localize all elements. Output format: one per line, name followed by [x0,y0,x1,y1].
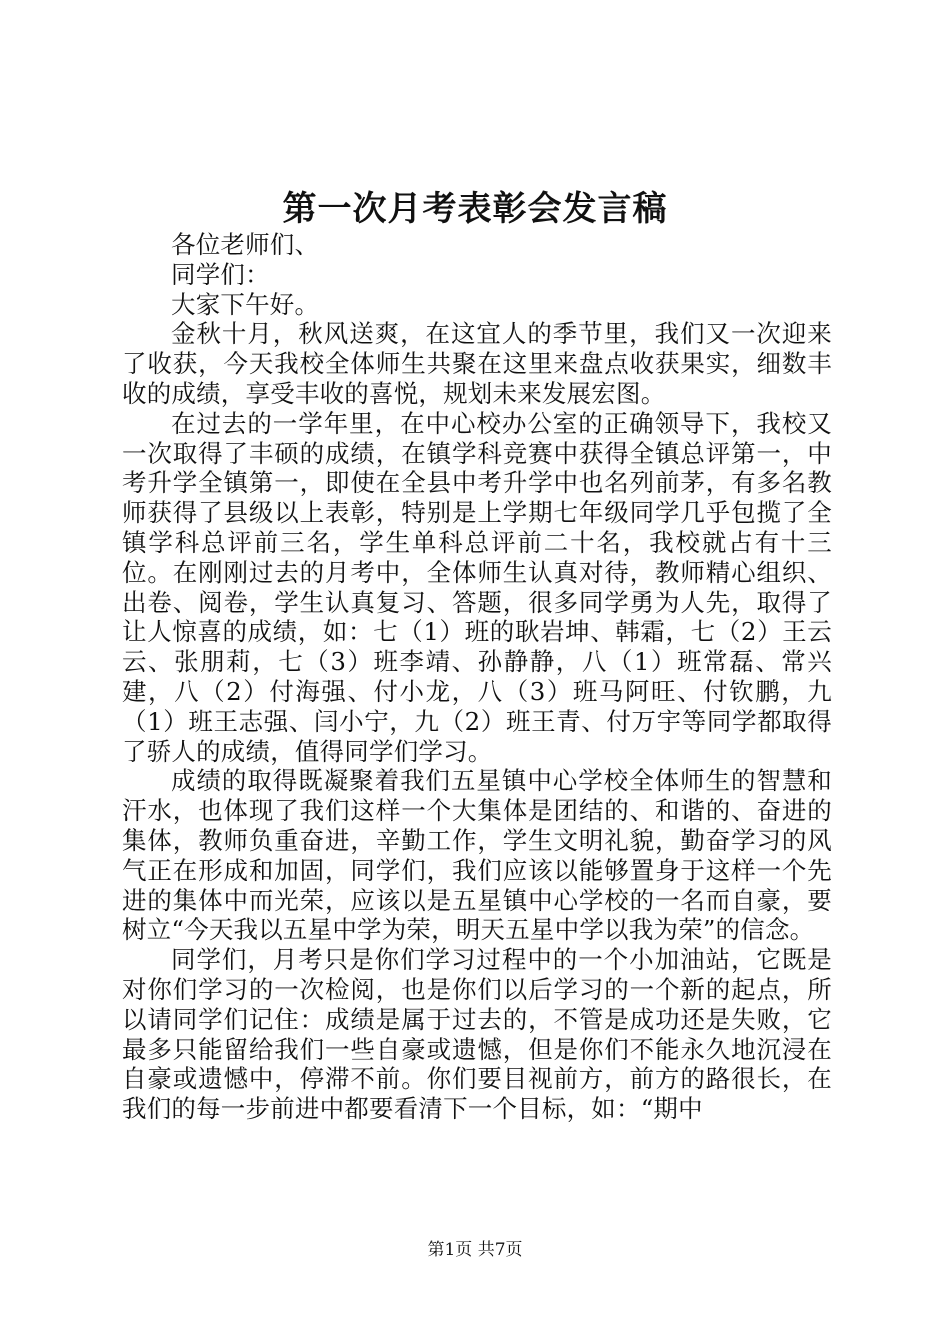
document-title: 第一次月考表彰会发言稿 [282,189,668,229]
document-body [122,230,832,1124]
paragraph-exhortation: 同学们，月考只是你们学习过程中的一个小加油站，它既是对你们学习的一次检阅，也是你们以后学习的一个新的起点，所以请同学们记住：成绩是属于过去的，不管是成功还是失败，它最多只能留给我们一些自豪或遗憾，但是你们不能永久地沉浸在自豪或遗憾中，停滞不前。你们要目视前方，前方的路很长，在我们的每一步前进中都要看清下一个目标，如：“期中 [122,945,832,1124]
paragraph-collective: 成绩的取得既凝聚着我们五星镇中心学校全体师生的智慧和汗水，也体现了我们这样一个大集体是团结的、和谐的、奋进的集体，教师负重奋进，辛勤工作，学生文明礼貌，勤奋学习的风气正在形成和加固，同学们，我们应该以能够置身于这样一个先进的集体中而光荣，应该以是五星镇中心学校的一名而自豪，要树立“今天我以五星中学为荣，明天五星中学以我为荣”的信念。 [122,766,832,945]
paragraph-opening: 金秋十月，秋风送爽，在这宜人的季节里，我们又一次迎来了收获，今天我校全体师生共聚在这里来盘点收获果实，细数丰收的成绩，享受丰收的喜悦，规划未来发展宏图。 [122,319,832,408]
salutation-students: 同学们： [171,259,270,289]
salutation-teachers: 各位老师们、 [171,230,320,259]
greeting: 大家下午好。 [171,289,320,319]
page-footer: 第1页 共7页 [427,1240,523,1260]
paragraph-achievements: 在过去的一学年里，在中心校办公室的正确领导下，我校又一次取得了丰硕的成绩，在镇学科竞赛中获得全镇总评第一，中考升学全镇第一，即使在全县中考升学中也名列前茅，有多名教师获得了县级以上表彰，特别是上学期七年级同学几乎包揽了全镇学科总评前三名，学生单科总评前二十名，我校就占有十三位。在刚刚过去的月考中，全体师生认真对待，教师精心组织、出卷、阅卷，学生认真复习、答题，很多同学勇为人先，取得了让人惊喜的成绩，如：七（1）班的耿岩坤、韩霜，七（2）王云云、张朋莉，七（3）班李靖、孙静静，八（1）班常磊、常兴建，八（2）付海强、付小龙，八（3）班马阿旺、付钦鹏，九（1）班王志强、闫小宁，九（2）班王青、付万宇等同学都取得了骄人的成绩，值得同学们学习。 [122,408,832,766]
